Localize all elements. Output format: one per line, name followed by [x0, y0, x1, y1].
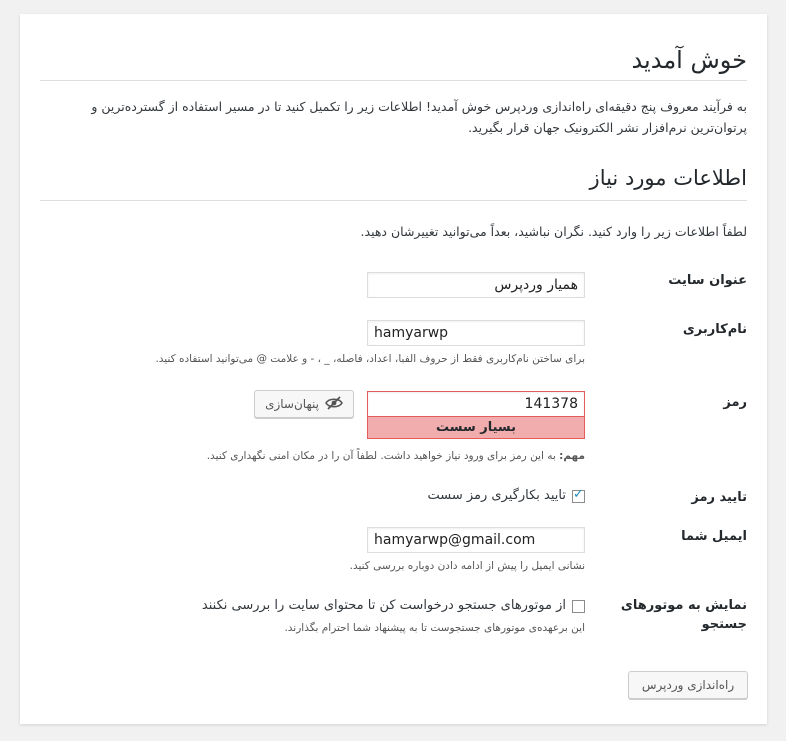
- welcome-title: خوش آمدید: [631, 46, 747, 74]
- discourage-search-checkbox[interactable]: [572, 600, 585, 613]
- discourage-search-text: از موتورهای جستجو درخواست کن تا محتوای سایت را بررسی نکنند: [201, 598, 566, 613]
- divider: [40, 80, 747, 81]
- site-title-label: عنوان سایت: [668, 273, 747, 288]
- email-hint: نشانی ایمیل را پیش از ادامه دادن دوباره بررسی کنید.: [349, 560, 585, 572]
- divider: [40, 200, 747, 201]
- search-visibility-label: نمایش به موتورهای جستجو: [620, 598, 747, 632]
- password-label: رمز: [723, 395, 747, 410]
- password-input[interactable]: 141378: [367, 391, 585, 417]
- password-hint: [207, 450, 585, 462]
- confirm-weak-password-text: تایید بکارگیری رمز سست: [427, 488, 566, 503]
- site-title-input[interactable]: همیار وردپرس: [367, 272, 585, 298]
- password-hint-text: به این رمز برای ورود نیاز خواهید داشت. لطفاً آن را در مکان امنی نگهداری کنید.: [206, 450, 560, 462]
- password-strength-meter: بسیار سست: [367, 417, 585, 439]
- username-label: نام‌کاربری: [682, 322, 747, 337]
- confirm-weak-password-row[interactable]: [427, 488, 585, 503]
- checkmark-icon: ✓: [573, 487, 584, 502]
- search-hint: این برعهده‌ی موتورهای جستجوست تا به پیشنهاد شما احترام بگذارند.: [284, 622, 585, 634]
- info-prompt: لطفاً اطلاعات زیر را وارد کنید. نگران نباشید، بعداً می‌توانید تغییرشان دهید.: [360, 224, 747, 239]
- username-input[interactable]: hamyarwp: [367, 320, 585, 346]
- setup-panel: [20, 14, 767, 724]
- discourage-search-row[interactable]: [202, 598, 585, 613]
- welcome-intro: به فرآیند معروف پنج دقیقه‌ای راه‌اندازی وردپرس خوش آمدید! اطلاعات زیر را تکمیل کنید تا در مسیر استفاده از گسترده‌ترین و پرتوان‌ترین نرم‌افزار نشر الکترونیک جهان قرار بگیرید.: [91, 99, 747, 135]
- info-title: اطلاعات مورد نیاز: [589, 166, 747, 190]
- email-input[interactable]: hamyarwp@gmail.com: [367, 527, 585, 553]
- confirm-password-label: تایید رمز: [691, 490, 747, 505]
- confirm-weak-password-checkbox[interactable]: [572, 487, 585, 503]
- hide-password-button[interactable]: [254, 390, 354, 418]
- password-hint-important: مهم:: [559, 450, 585, 462]
- eye-slash-icon: [325, 396, 343, 413]
- username-hint: برای ساختن نام‌کاربری فقط از حروف الفبا، اعداد، فاصله، _ ، - و علامت @ می‌توانید استفاده کنید.: [155, 353, 585, 365]
- hide-password-label: پنهان‌سازی: [265, 397, 319, 411]
- install-wordpress-button[interactable]: راه‌اندازی وردپرس: [628, 671, 748, 699]
- email-label: ایمیل شما: [681, 529, 747, 544]
